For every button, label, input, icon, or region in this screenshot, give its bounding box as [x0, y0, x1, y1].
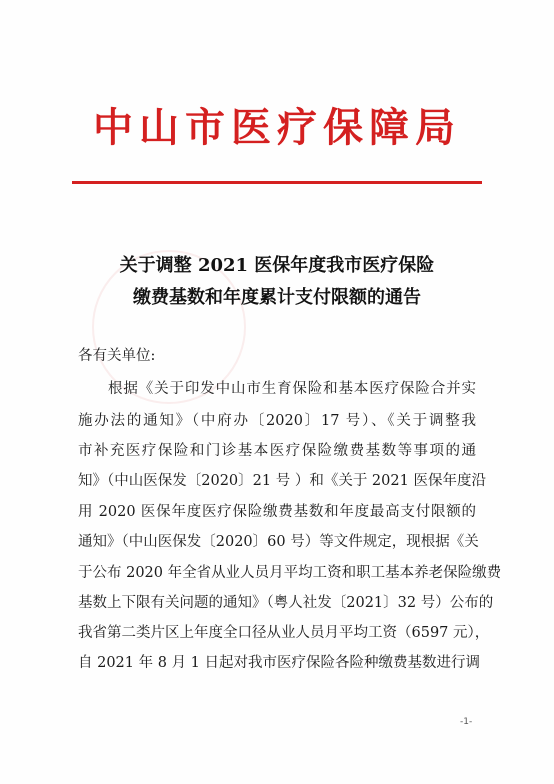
body-line: 施办法的通知》（中府办〔2020〕17 号）、《关于调整我	[78, 413, 476, 429]
page-number: -1-	[460, 717, 473, 727]
document-title-line-2: 缴费基数和年度累计支付限额的通告	[133, 287, 421, 308]
body-line: 基数上下限有关问题的通知》（粤人社发〔2021〕32 号）公布的	[78, 595, 494, 611]
body-line: 根据《关于印发中山市生育保险和基本医疗保险合并实	[108, 381, 476, 397]
body-line: 我省第二类片区上年度全口径从业人员月平均工资（6597 元），	[78, 625, 490, 641]
body-line: 于公布 2020 年全省从业人员月平均工资和职工基本养老保险缴费	[78, 565, 502, 581]
body-line: 知》（中山医保发〔2020〕21 号 ）和《关于 2021 医保年度沿	[78, 473, 486, 489]
body-line: 自 2021 年 8 月 1 日起对我市医疗保险各险种缴费基数进行调	[78, 655, 481, 671]
body-line: 用 2020 医保年度医疗保险缴费基数和年度最高支付限额的	[78, 504, 476, 520]
document-title-line-1: 关于调整 2021 医保年度我市医疗保险	[119, 255, 435, 276]
salutation: 各有关单位:	[78, 348, 156, 364]
body-line: 市补充医疗保险和门诊基本医疗保险缴费基数等事项的通	[78, 443, 476, 459]
body-line: 通知》（中山医保发〔2020〕60 号）等文件规定，现根据《关	[78, 534, 479, 550]
letterhead-red-rule	[72, 181, 482, 184]
agency-letterhead: 中山市医疗保障局	[93, 104, 461, 151]
